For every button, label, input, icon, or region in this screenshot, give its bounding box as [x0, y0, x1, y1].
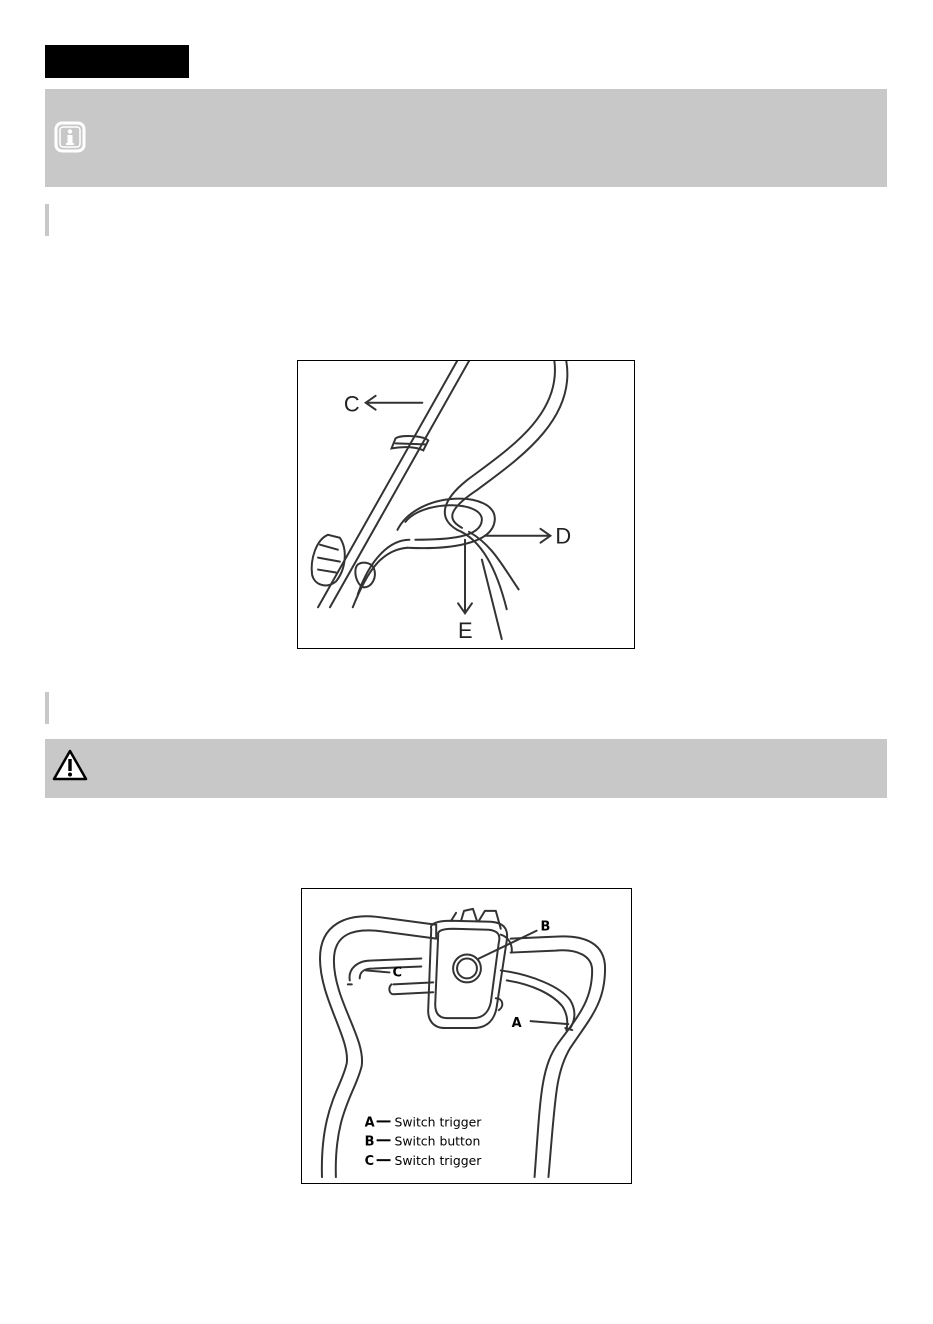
handle-label-b: B — [540, 919, 551, 935]
info-icon — [54, 121, 86, 153]
warning-icon — [51, 748, 89, 782]
cable-knot-drawing — [298, 361, 634, 648]
legend-key-b: B — [364, 1134, 375, 1150]
warning-note-box — [45, 739, 887, 798]
switch-handle-figure — [301, 888, 632, 1184]
knot-label-d: D — [555, 523, 572, 549]
switch-handle-drawing — [302, 889, 631, 1183]
legend-key-a: A — [364, 1115, 375, 1131]
handle-label-a: A — [511, 1016, 522, 1032]
knot-label-c: C — [343, 391, 360, 417]
handle-label-c: C — [392, 965, 402, 981]
section-marker-switch — [45, 692, 49, 724]
info-note-box — [45, 89, 887, 187]
legend-key-c: C — [364, 1154, 375, 1170]
handle-legend — [365, 1114, 483, 1169]
section-marker-cable-knot — [45, 204, 49, 236]
knot-label-e: E — [458, 618, 473, 644]
section-tab — [45, 45, 189, 78]
legend-text-c: Switch trigger — [394, 1153, 482, 1169]
legend-text-b: Switch button — [394, 1133, 481, 1149]
legend-text-a: Switch trigger — [394, 1114, 482, 1130]
cable-knot-figure — [297, 360, 635, 649]
